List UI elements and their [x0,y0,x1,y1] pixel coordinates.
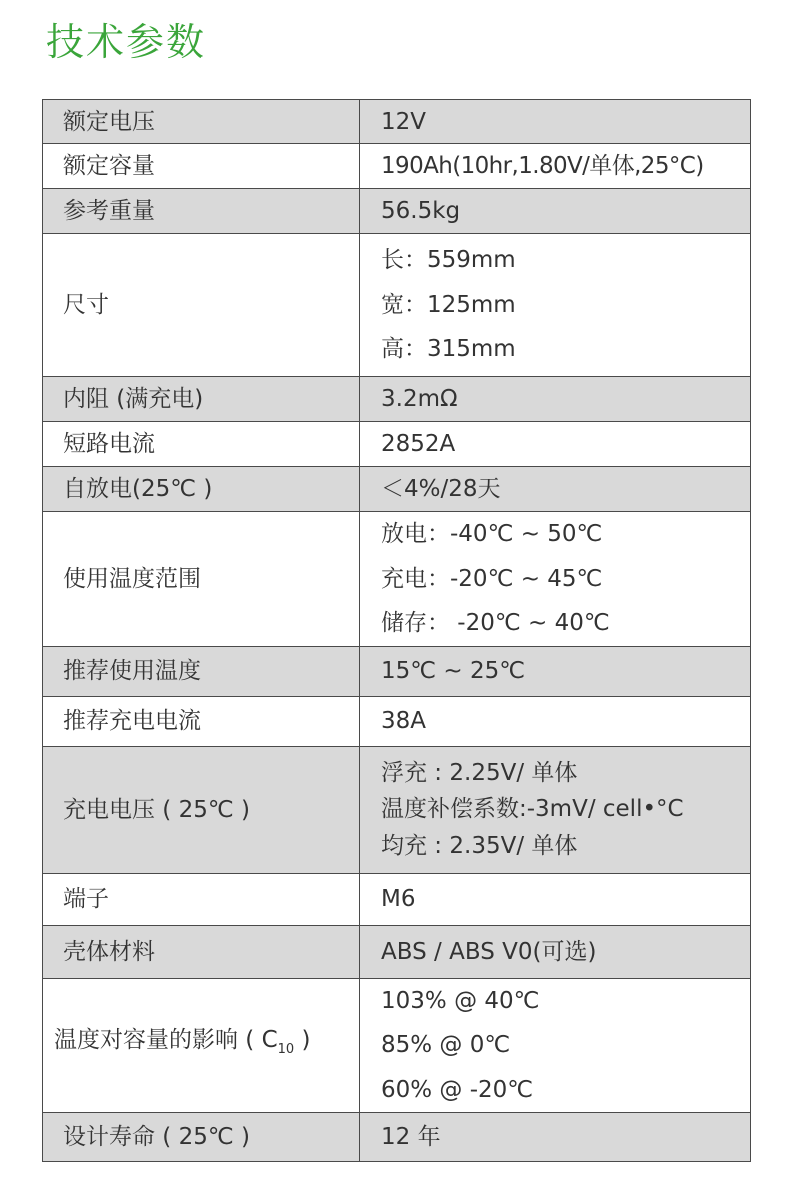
spec-table [42,99,751,1162]
table-row [43,422,751,467]
value-line: 2852A [381,431,456,457]
param-value [360,100,751,144]
param-value [360,234,751,377]
value-line: 38A [381,708,427,734]
value-line: ＜4%/28天 [381,476,501,502]
value-line: 高：315mm [381,336,516,363]
param-value [360,873,751,925]
param-label: 尺寸 [43,234,360,377]
param-label-text: 温度对容量的影响 ( C [54,1027,278,1054]
value-line: 12 年 [381,1124,441,1150]
param-value [360,189,751,234]
param-value [360,696,751,746]
value-line: 储存： -20℃ ~ 40℃ [381,610,610,636]
table-row [43,1113,751,1162]
table-row [43,234,751,377]
value-line: 190Ah(10hr,1.80V/单体,25°C) [381,153,704,179]
param-label: 短路电流 [43,422,360,467]
value-line: 充电：-20℃ ~ 45℃ [381,565,603,592]
param-value [360,1113,751,1162]
value-line: 85% @ 0℃ [381,1032,511,1058]
param-value [360,422,751,467]
value-line: 长：559mm [381,247,516,274]
table-row [43,925,751,978]
param-label: 充电电压 ( 25℃ ) [43,746,360,873]
param-label: 内阻 (满充电) [43,377,360,422]
table-row [43,646,751,696]
value-line: M6 [381,886,416,912]
value-line: 103% @ 40℃ [381,987,540,1014]
value-line: 放电：-40℃ ~ 50℃ [381,521,603,547]
value-line: 温度补偿系数:-3mV/ cell•°C [381,796,684,823]
value-line: 12V [381,108,427,135]
param-label: 端子 [43,873,360,925]
param-label: 额定容量 [43,144,360,189]
page-title: 技术参数 [46,20,207,64]
value-line: 56.5kg [381,198,461,224]
param-value [360,978,751,1113]
table-row [43,467,751,512]
param-value [360,377,751,422]
table-row [43,377,751,422]
param-value [360,646,751,696]
table-row [43,978,751,1113]
param-label: 壳体材料 [43,925,360,978]
param-value [360,746,751,873]
param-value [360,925,751,978]
table-row [43,512,751,647]
param-label [43,978,360,1113]
param-label: 推荐使用温度 [43,646,360,696]
value-line: ABS / ABS V0(可选) [381,938,597,965]
param-value [360,512,751,647]
param-label: 使用温度范围 [43,512,360,647]
value-line: 3.2mΩ [381,386,458,412]
value-line: 15℃ ~ 25℃ [381,658,526,684]
param-label-close: ) [294,1027,311,1054]
param-label-subscript: 10 [277,1042,295,1058]
table-row [43,873,751,925]
value-line: 60% @ -20℃ [381,1076,534,1103]
table-row [43,100,751,144]
param-value [360,467,751,512]
param-label: 自放电(25℃ ) [43,467,360,512]
table-row [43,696,751,746]
table-row [43,144,751,189]
param-value [360,144,751,189]
param-label: 推荐充电电流 [43,696,360,746]
param-label: 设计寿命 ( 25℃ ) [43,1113,360,1162]
table-row [43,189,751,234]
param-label: 参考重量 [43,189,360,234]
value-line: 浮充 : 2.25V/ 单体 [381,759,578,786]
value-line: 均充 : 2.35V/ 单体 [381,832,578,859]
table-row [43,746,751,873]
value-line: 宽：125mm [381,291,516,318]
param-label: 额定电压 [43,100,360,144]
